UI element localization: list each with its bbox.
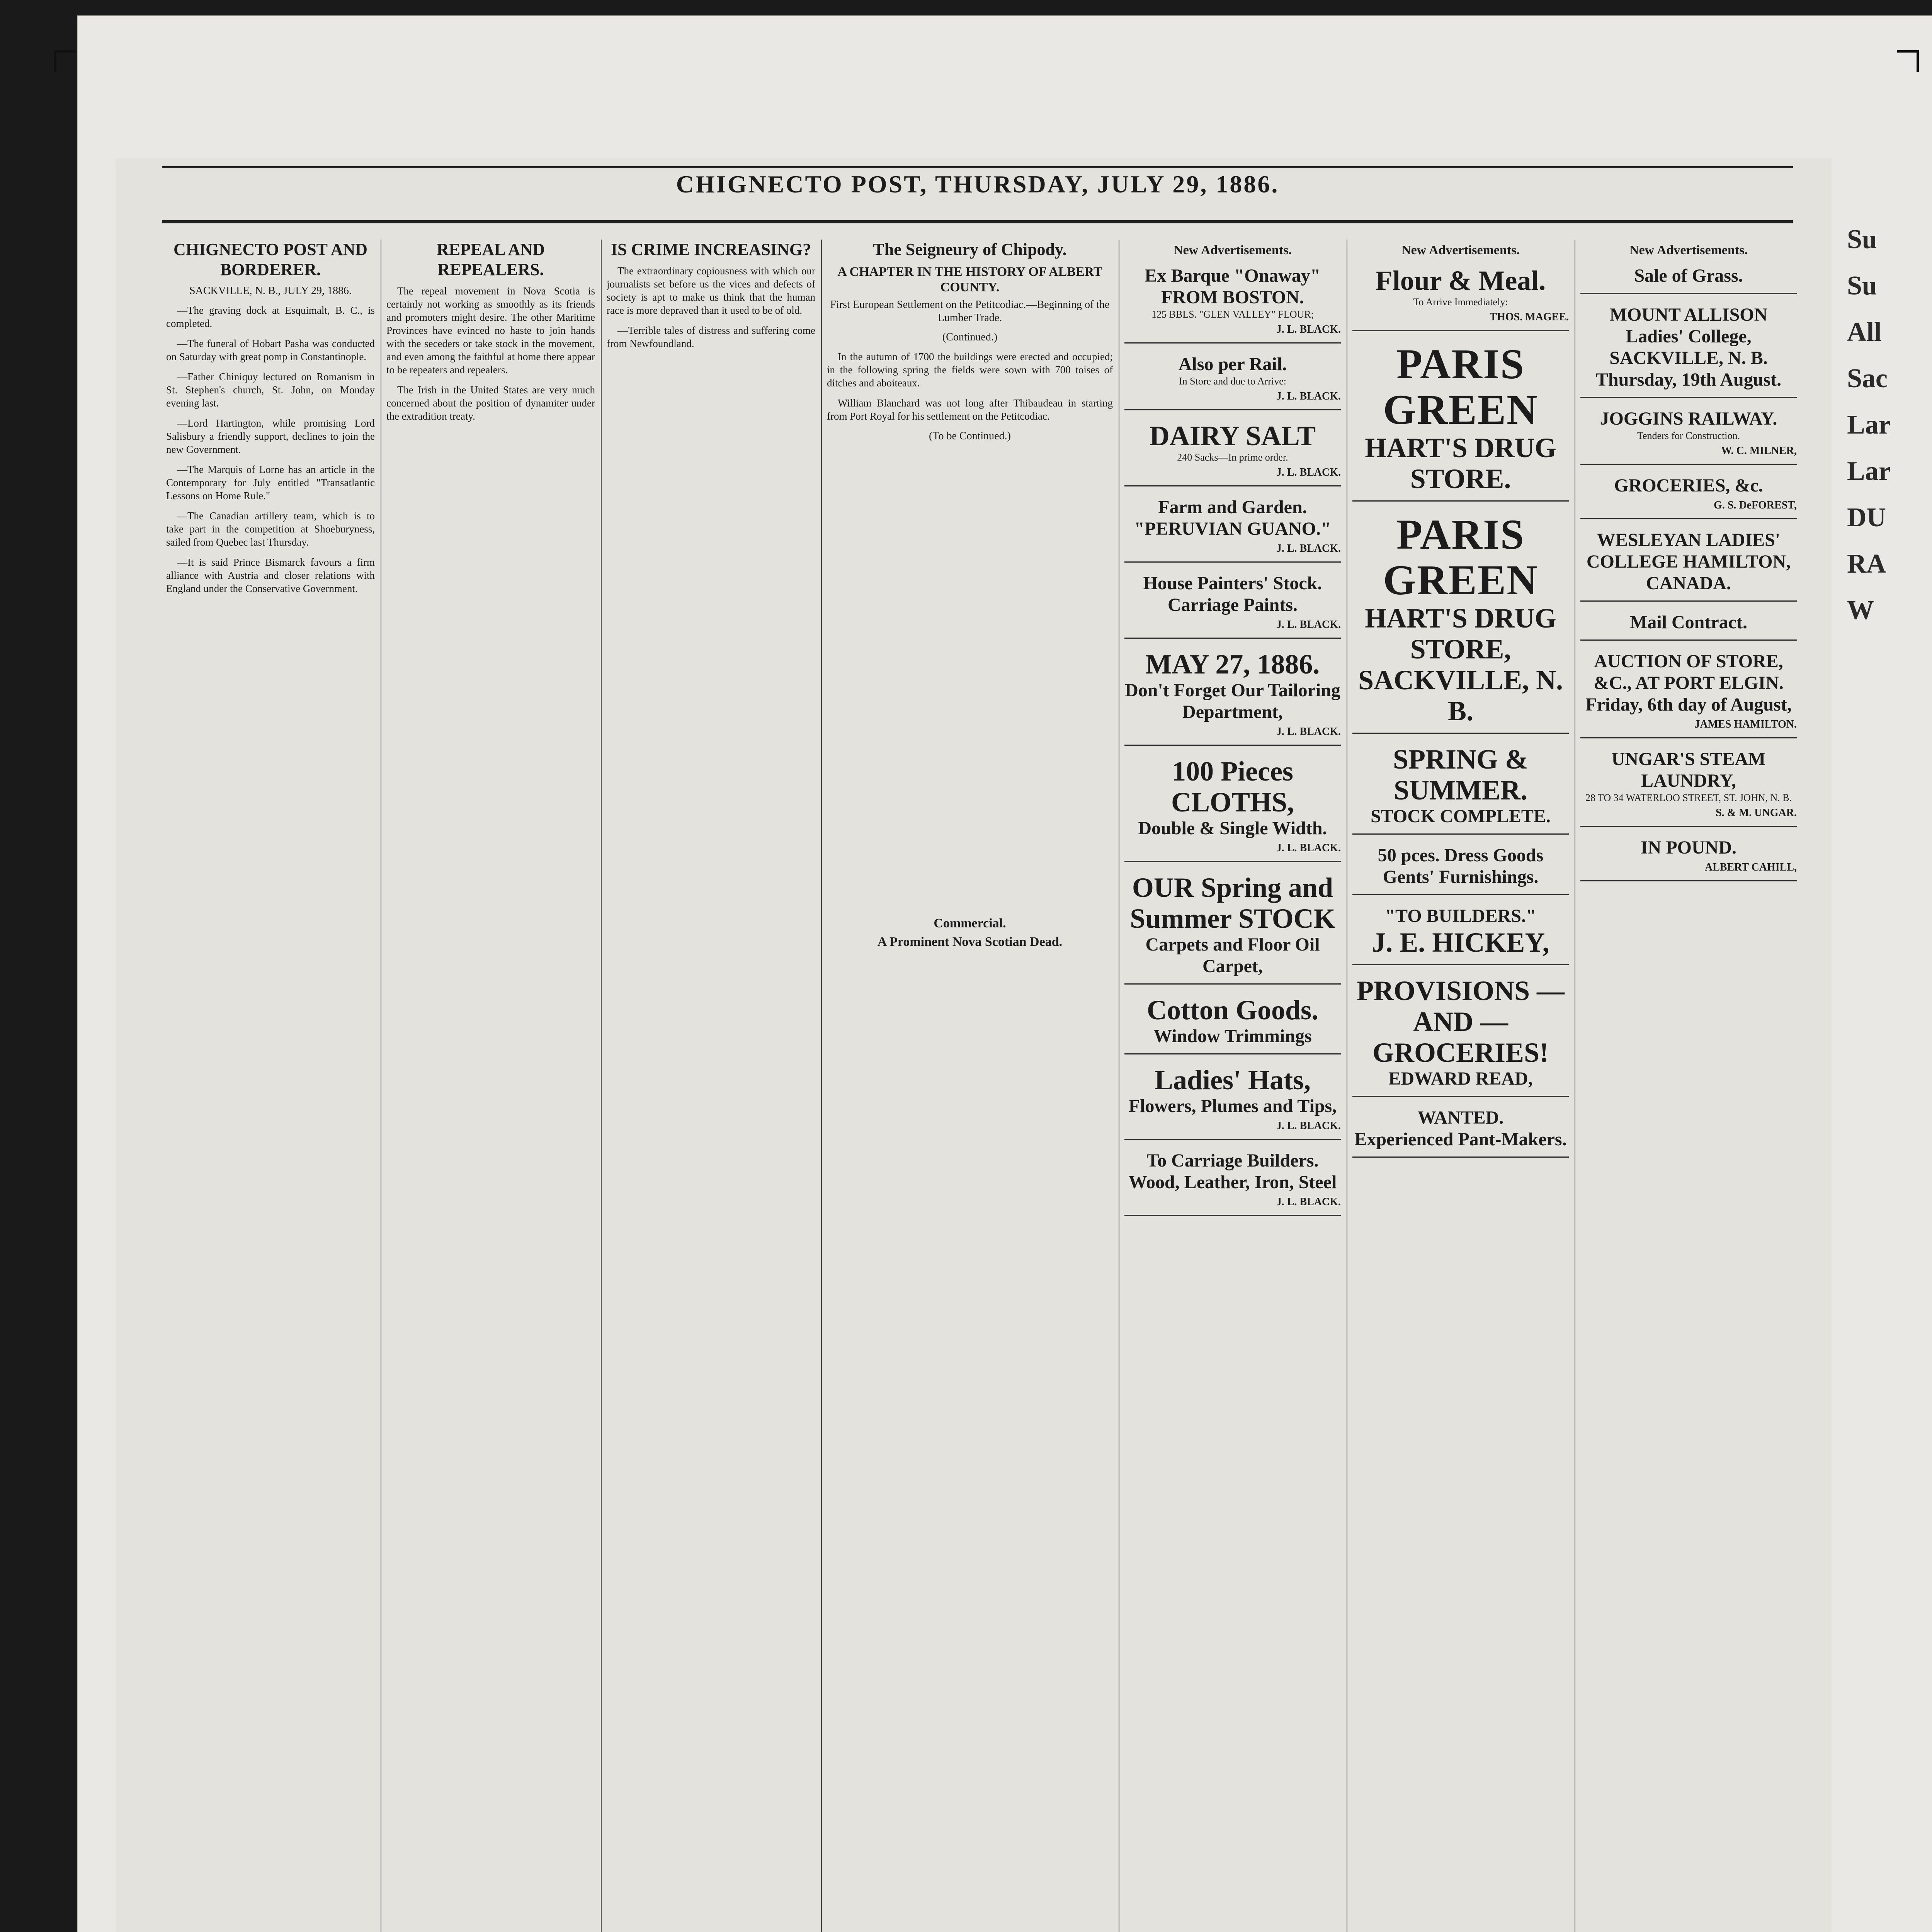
ad-signature: J. L. BLACK. [1276, 390, 1341, 402]
ad-title: UNGAR'S STEAM LAUNDRY, [1611, 749, 1766, 791]
ad-body: "PERUVIAN GUANO." [1134, 519, 1331, 539]
obituary-heading: A Prominent Nova Scotian Dead. [877, 935, 1063, 949]
advertisement [1124, 991, 1341, 1054]
ad-signature: THOS. MAGEE. [1490, 311, 1569, 323]
column-7-heading: New Advertisements. [1629, 243, 1748, 257]
ad-title: Mail Contract. [1630, 612, 1747, 633]
ad-title: WANTED. [1417, 1107, 1504, 1128]
advertisement [1352, 337, 1569, 502]
ad-title: MAY 27, 1886. [1145, 649, 1320, 680]
advertisement [1124, 417, 1341, 486]
advertisement [1352, 901, 1569, 965]
ad-body: Carpets and Floor Oil Carpet, [1145, 934, 1320, 976]
column-6 [1352, 240, 1569, 1932]
ad-body: To Arrive Immediately: [1413, 296, 1508, 308]
column-5 [1124, 240, 1341, 1932]
ad-title: WESLEYAN LADIES' COLLEGE HAMILTON, CANADA. [1586, 530, 1791, 594]
advertisement [1580, 471, 1797, 519]
ad-title: 50 pces. Dress Goods [1378, 845, 1544, 866]
advertisement [1124, 1061, 1341, 1140]
ad-title: SPRING & SUMMER. [1393, 744, 1528, 806]
ad-title: AUCTION OF STORE, &C., AT PORT ELGIN. [1594, 651, 1784, 693]
column-1-heading: CHIGNECTO POST AND BORDERER. [173, 240, 368, 279]
ad-signature: J. L. BLACK. [1276, 466, 1341, 478]
ad-signature: J. L. BLACK. [1276, 619, 1341, 631]
continued-note: (Continued.) [942, 331, 998, 343]
ad-body: Don't Forget Our Tailoring Department, [1125, 680, 1340, 722]
ad-body: Double & Single Width. [1138, 818, 1327, 838]
news-item: —The funeral of Hobart Pasha was conducted on Saturday with great pomp in Constantinople. [166, 338, 375, 362]
ad-title: Sale of Grass. [1634, 265, 1743, 286]
ad-body: 28 TO 34 WATERLOO STREET, ST. JOHN, N. B. [1585, 792, 1792, 803]
ad-title: House Painters' Stock. [1143, 573, 1322, 594]
to-be-continued-note: (To be Continued.) [929, 430, 1011, 442]
column-2-heading: REPEAL AND REPEALERS. [437, 240, 545, 279]
column-7 [1580, 240, 1797, 1932]
ad-signature: W. C. MILNER, [1721, 445, 1797, 457]
advertisement [1580, 608, 1797, 641]
ad-title: Cotton Goods. [1146, 995, 1319, 1026]
advertisement [1352, 841, 1569, 895]
news-item: —Father Chiniquy lectured on Romanism in St. Stephen's church, St. John, on Monday evening last. [166, 371, 375, 409]
column-4 [827, 240, 1113, 1932]
ad-body: Window Trimmings [1153, 1026, 1312, 1046]
ad-body: Tenders for Construction. [1637, 430, 1740, 441]
advertisement [1124, 350, 1341, 410]
article-paragraph: —Terrible tales of distress and suffering come from Newfoundland. [607, 325, 815, 349]
masthead-top-rule [162, 166, 1793, 168]
column-3 [607, 240, 815, 1932]
advertisement [1580, 745, 1797, 827]
ad-title: Ex Barque "Onaway" FROM BOSTON. [1145, 265, 1321, 308]
article-paragraph: William Blanchard was not long after Thibaudeau in starting from Port Royal for his settlement on the Petitcodiac. [827, 397, 1113, 422]
ad-title: Ladies' Hats, [1154, 1065, 1311, 1095]
column-divider [601, 240, 602, 1932]
edge-fragment: Lar [1847, 456, 1891, 486]
masthead-title: CHIGNECTO POST, THURSDAY, JULY 29, 1886. [676, 170, 1279, 198]
column-1 [166, 240, 375, 1932]
ad-title: 100 Pieces CLOTHS, [1171, 756, 1294, 818]
ad-body: HART'S DRUG STORE, SACKVILLE, N. B. [1358, 603, 1563, 726]
edge-fragment: Lar [1847, 410, 1891, 440]
ad-title: "TO BUILDERS." [1385, 906, 1536, 926]
ad-signature: J. L. BLACK. [1276, 1120, 1341, 1132]
ad-title: DAIRY SALT [1149, 420, 1316, 451]
ad-signature: J. L. BLACK. [1276, 842, 1341, 854]
ad-signature: ALBERT CAHILL, [1704, 861, 1797, 873]
ad-body: Flowers, Plumes and Tips, [1128, 1096, 1337, 1116]
ad-title: Also per Rail. [1178, 354, 1287, 374]
ad-title: IN POUND. [1641, 837, 1736, 858]
ad-title: PARIS GREEN [1383, 511, 1538, 604]
ad-title: PARIS GREEN [1383, 340, 1538, 433]
ad-signature: J. L. BLACK. [1276, 543, 1341, 554]
article-paragraph: The Irish in the United States are very much concerned about the position of dynamiter under the extradition treaty. [386, 384, 595, 422]
ad-signature: JAMES HAMILTON. [1694, 718, 1797, 730]
news-item: —It is said Prince Bismarck favours a firm alliance with Austria and closer relations with England under the Conservative Government. [166, 556, 375, 594]
ad-body: Gents' Furnishings. [1383, 867, 1539, 887]
ad-title: To Carriage Builders. [1146, 1150, 1319, 1171]
ad-signature: G. S. DeFOREST, [1714, 499, 1797, 511]
ad-body: HART'S DRUG STORE. [1365, 432, 1556, 494]
column-4-heading: The Seigneury of Chipody. [873, 240, 1067, 259]
news-item: —The graving dock at Esquimalt, B. C., is completed. [166, 304, 375, 329]
ad-body: J. E. HICKEY, [1372, 927, 1549, 958]
advertisement [1580, 404, 1797, 465]
edge-fragment: Su [1847, 271, 1877, 301]
ad-title: PROVISIONS — AND — GROCERIES! [1356, 975, 1565, 1068]
column-divider [821, 240, 822, 1932]
advertisement [1124, 645, 1341, 746]
advertisement [1124, 1146, 1341, 1216]
news-item: —The Marquis of Lorne has an article in the Contemporary for July entitled "Transatlantic Lessons on Home Rule." [166, 464, 375, 502]
column-4-subheading: A CHAPTER IN THE HISTORY OF ALBERT COUNTY. [837, 265, 1102, 294]
ad-title: Farm and Garden. [1158, 497, 1307, 517]
news-item: —The Canadian artillery team, which is to take part in the competition at Shoeburyness, sailed from Quebec last Thursday. [166, 510, 375, 548]
advertisement [1352, 740, 1569, 835]
ad-body: 240 Sacks—In prime order. [1177, 452, 1288, 463]
advertisement [1352, 971, 1569, 1097]
edge-fragment: Sac [1847, 364, 1888, 393]
column-6-heading: New Advertisements. [1401, 243, 1520, 257]
advertisement [1580, 526, 1797, 602]
advertisement [1124, 261, 1341, 344]
ad-title: Flour & Meal. [1375, 265, 1546, 296]
ad-signature: J. L. BLACK. [1276, 323, 1341, 335]
ad-body: STOCK COMPLETE. [1371, 806, 1551, 827]
column-2 [386, 240, 595, 1932]
advertisement [1580, 647, 1797, 738]
advertisement [1580, 261, 1797, 294]
advertisement [1580, 300, 1797, 398]
column-1-dateline: SACKVILLE, N. B., JULY 29, 1886. [189, 285, 352, 297]
edge-fragment: Su [1847, 224, 1877, 254]
commercial-heading: Commercial. [934, 916, 1006, 930]
ad-body: Experienced Pant-Makers. [1354, 1129, 1567, 1150]
ad-signature: J. L. BLACK. [1276, 1196, 1341, 1208]
column-5-heading: New Advertisements. [1173, 243, 1292, 257]
advertisement [1124, 569, 1341, 639]
ad-body: Wood, Leather, Iron, Steel [1128, 1172, 1337, 1192]
ad-signature: S. & M. UNGAR. [1716, 807, 1797, 819]
ad-title: JOGGINS RAILWAY. [1600, 408, 1777, 429]
news-item: —Lord Hartington, while promising Lord Salisbury a friendly support, declines to join the new Government. [166, 417, 375, 455]
advertisement [1124, 868, 1341, 985]
advertisement [1124, 752, 1341, 862]
edge-fragment: DU [1847, 503, 1886, 532]
crop-mark-top-left [54, 50, 76, 72]
ad-title: OUR Spring and Summer STOCK [1130, 872, 1335, 934]
ad-body: Friday, 6th day of August, [1585, 694, 1792, 715]
ad-title: MOUNT ALLISON Ladies' College, SACKVILLE, N. B. [1609, 304, 1768, 368]
column-3-heading: IS CRIME INCREASING? [611, 240, 811, 259]
ad-body: In Store and due to Arrive: [1179, 376, 1286, 387]
ad-signature: J. L. BLACK. [1276, 726, 1341, 738]
edge-fragment: RA [1847, 549, 1886, 579]
adjacent-page-edge [1847, 216, 1932, 1932]
article-paragraph: The repeal movement in Nova Scotia is certainly not working as smoothly as its friends and promoters might desire. The other Maritime Provinces have evinced no haste to join hands with the seceders or take stock in the movement, and even among the faithful at home there appear to be repeaters and repealers. [386, 285, 595, 376]
ad-body: EDWARD READ, [1388, 1068, 1533, 1089]
ad-body: Thursday, 19th August. [1595, 369, 1782, 390]
advertisement [1580, 833, 1797, 881]
edge-fragment: All [1847, 317, 1882, 347]
article-paragraph: In the autumn of 1700 the buildings were erected and occupied; in the following spring the fields were sown with 700 toises of ditches and aboiteaux. [827, 351, 1113, 389]
ad-body: 125 BBLS. "GLEN VALLEY" FLOUR; [1151, 309, 1314, 320]
advertisement [1352, 261, 1569, 331]
ad-body: Carriage Paints. [1168, 595, 1298, 615]
advertisement [1352, 508, 1569, 734]
ad-title: GROCERIES, &c. [1614, 475, 1763, 496]
advertisement [1124, 493, 1341, 563]
edge-fragment: W [1847, 595, 1874, 625]
masthead-bottom-rule [162, 220, 1793, 223]
article-paragraph: The extraordinary copiousness with which our journalists set before us the vices and defects of society is apt to make us think that the human race is more depraved than it used to be of old. [607, 265, 815, 316]
advertisement [1352, 1103, 1569, 1158]
column-4-deck: First European Settlement on the Petitcodiac.—Beginning of the Lumber Trade. [830, 299, 1110, 324]
crop-mark-top-right [1897, 50, 1919, 72]
